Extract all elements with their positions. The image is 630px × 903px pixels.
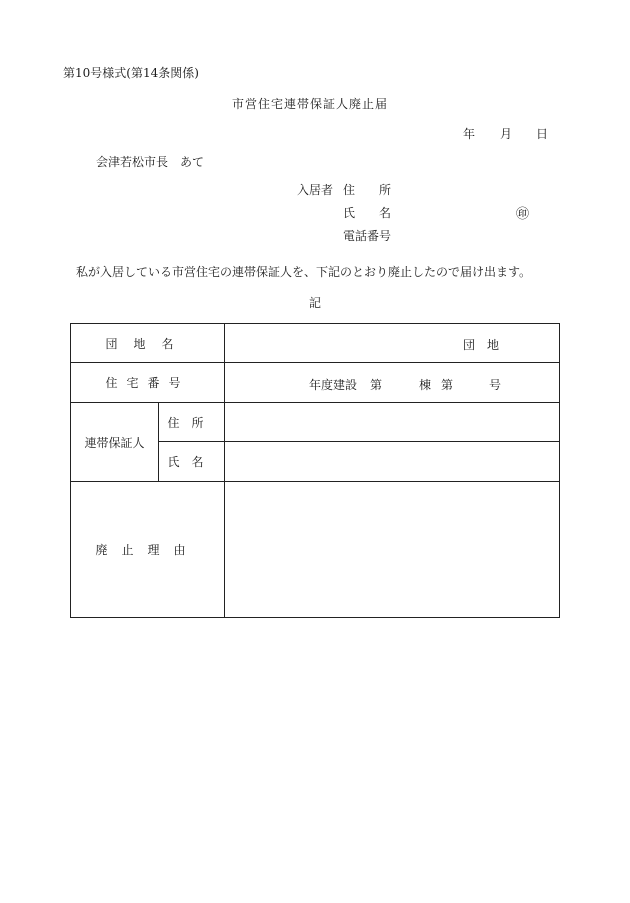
- addressee: 会津若松市長 あて: [96, 155, 205, 169]
- date-month: 月: [500, 127, 513, 141]
- guarantor-label: 連帯保証人: [84, 435, 145, 450]
- row-guarantor-address: [71, 403, 560, 442]
- form-number: 第10号様式(第14条関係): [63, 66, 199, 80]
- danchi-suffix: 団 地: [463, 338, 500, 352]
- seal-mark: ㊞: [516, 207, 530, 222]
- document-title: 市営住宅連帯保証人廃止届: [232, 97, 389, 111]
- danchi-label-cell: [71, 324, 225, 363]
- date-year: 年: [463, 127, 476, 141]
- danchi-label: 団地名: [105, 336, 190, 351]
- jutaku-label-cell: [71, 363, 225, 403]
- ki-mark: 記: [309, 296, 322, 310]
- jutaku-value-cell[interactable]: [225, 363, 560, 403]
- reason-label: 廃止理由: [95, 543, 200, 557]
- applicant-phone-label: 電話番号: [343, 229, 392, 243]
- guarantor-label-cell: [71, 403, 159, 482]
- guarantor-name-label: 氏名: [167, 455, 216, 469]
- row-reason: [71, 482, 560, 618]
- guarantor-address-label-cell: [159, 403, 225, 442]
- guarantor-name-value[interactable]: [225, 442, 560, 482]
- guarantor-address-label: 住所: [167, 415, 216, 430]
- jutaku-dai2: 第: [441, 378, 454, 392]
- applicant-role: 入居者: [297, 183, 334, 197]
- jutaku-dai1: 第: [370, 378, 383, 392]
- jutaku-built: 年度建設: [309, 378, 358, 392]
- reason-value[interactable]: [225, 482, 560, 618]
- applicant-name-label: 氏 名: [343, 206, 392, 220]
- applicant-address-label: 住 所: [343, 183, 392, 197]
- form-table: [70, 323, 560, 618]
- statement: 私が入居している市営住宅の連帯保証人を、下記のとおり廃止したので届け出ます。: [76, 265, 532, 279]
- guarantor-address-value[interactable]: [225, 403, 560, 442]
- reason-label-cell: [71, 482, 225, 618]
- jutaku-go: 号: [489, 378, 502, 392]
- row-danchi: [71, 324, 560, 363]
- danchi-value-cell[interactable]: [225, 324, 560, 363]
- guarantor-name-label-cell: [159, 442, 225, 482]
- date-day: 日: [536, 127, 549, 141]
- row-jutaku: [71, 363, 560, 403]
- jutaku-mune: 棟: [419, 378, 432, 392]
- jutaku-label: 住宅番号: [105, 376, 190, 390]
